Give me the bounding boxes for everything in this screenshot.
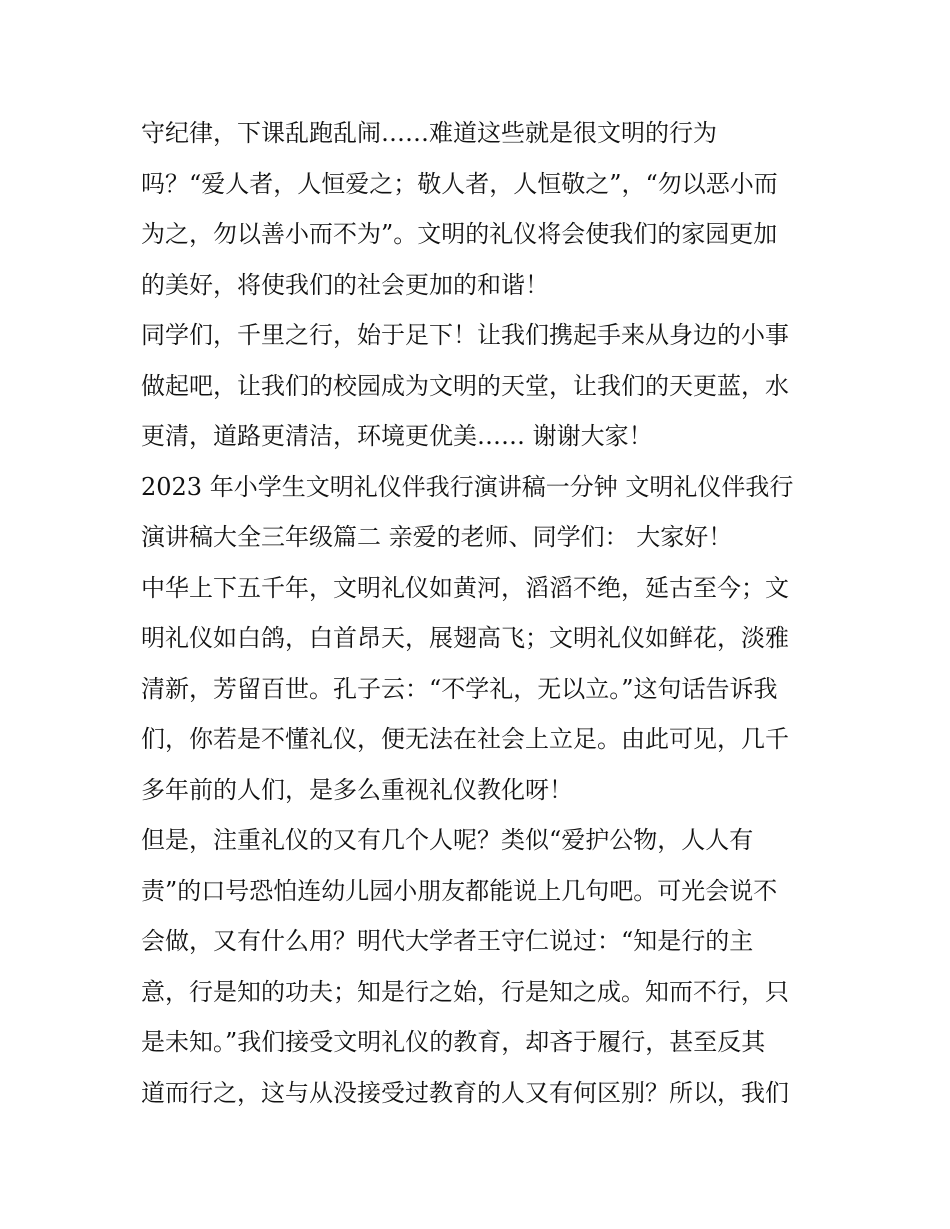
text-line: 演讲稿大全三年级篇二 亲爱的老师、同学们： 大家好！ xyxy=(141,523,733,551)
text-line: 的美好，将使我们的社会更加的和谐！ xyxy=(141,270,549,299)
text-line: 但是，注重礼仪的又有几个人呢？类似“爱护公物，人人有 xyxy=(141,826,754,854)
text-line: 更清，道路更清洁，环境更优美…… 谢谢大家！ xyxy=(141,422,653,450)
text-line: 中华上下五千年，文明礼仪如黄河，滔滔不绝，延古至今；文 xyxy=(141,573,789,602)
document-body xyxy=(141,108,816,1118)
text-line: 同学们，千里之行，始于足下！让我们携起手来从身边的小事 xyxy=(141,321,789,349)
text-line: 做起吧，让我们的校园成为文明的天堂，让我们的天更蓝，水 xyxy=(141,371,789,400)
text-line: 2023 年小学生文明礼仪伴我行演讲稿一分钟 文明礼仪伴我行 xyxy=(141,472,794,501)
text-line: 清新，芳留百世。孔子云：“不学礼，无以立。”这句话告诉我 xyxy=(141,674,778,703)
text-line: 责”的口号恐怕连幼儿园小朋友都能说上几句吧。可光会说不 xyxy=(141,876,778,905)
text-line: 意，行是知的功夫；知是行之始，行是知之成。知而不行，只 xyxy=(141,977,789,1006)
text-line: 为之，勿以善小而不为”。文明的礼仪将会使我们的家园更加 xyxy=(141,220,778,248)
text-line: 道而行之，这与从没接受过教育的人又有何区别？所以，我们 xyxy=(141,1078,789,1107)
text-line: 们，你若是不懂礼仪，便无法在社会上立足。由此可见，几千 xyxy=(141,725,789,753)
text-line: 明礼仪如白鸽，白首昂天，展翅高飞；文明礼仪如鲜花，淡雅 xyxy=(141,624,789,652)
text-line: 是未知。”我们接受文明礼仪的教育，却吝于履行，甚至反其 xyxy=(141,1028,766,1056)
text-line: 守纪律，下课乱跑乱闹……难道这些就是很文明的行为 xyxy=(141,119,717,147)
text-line: 多年前的人们，是多么重视礼仪教化呀！ xyxy=(141,775,573,804)
text-line: 会做，又有什么用？明代大学者王守仁说过：“知是行的主 xyxy=(141,927,754,955)
text-line: 吗？“爱人者，人恒爱之；敬人者，人恒敬之”，“勿以恶小而 xyxy=(141,169,778,198)
